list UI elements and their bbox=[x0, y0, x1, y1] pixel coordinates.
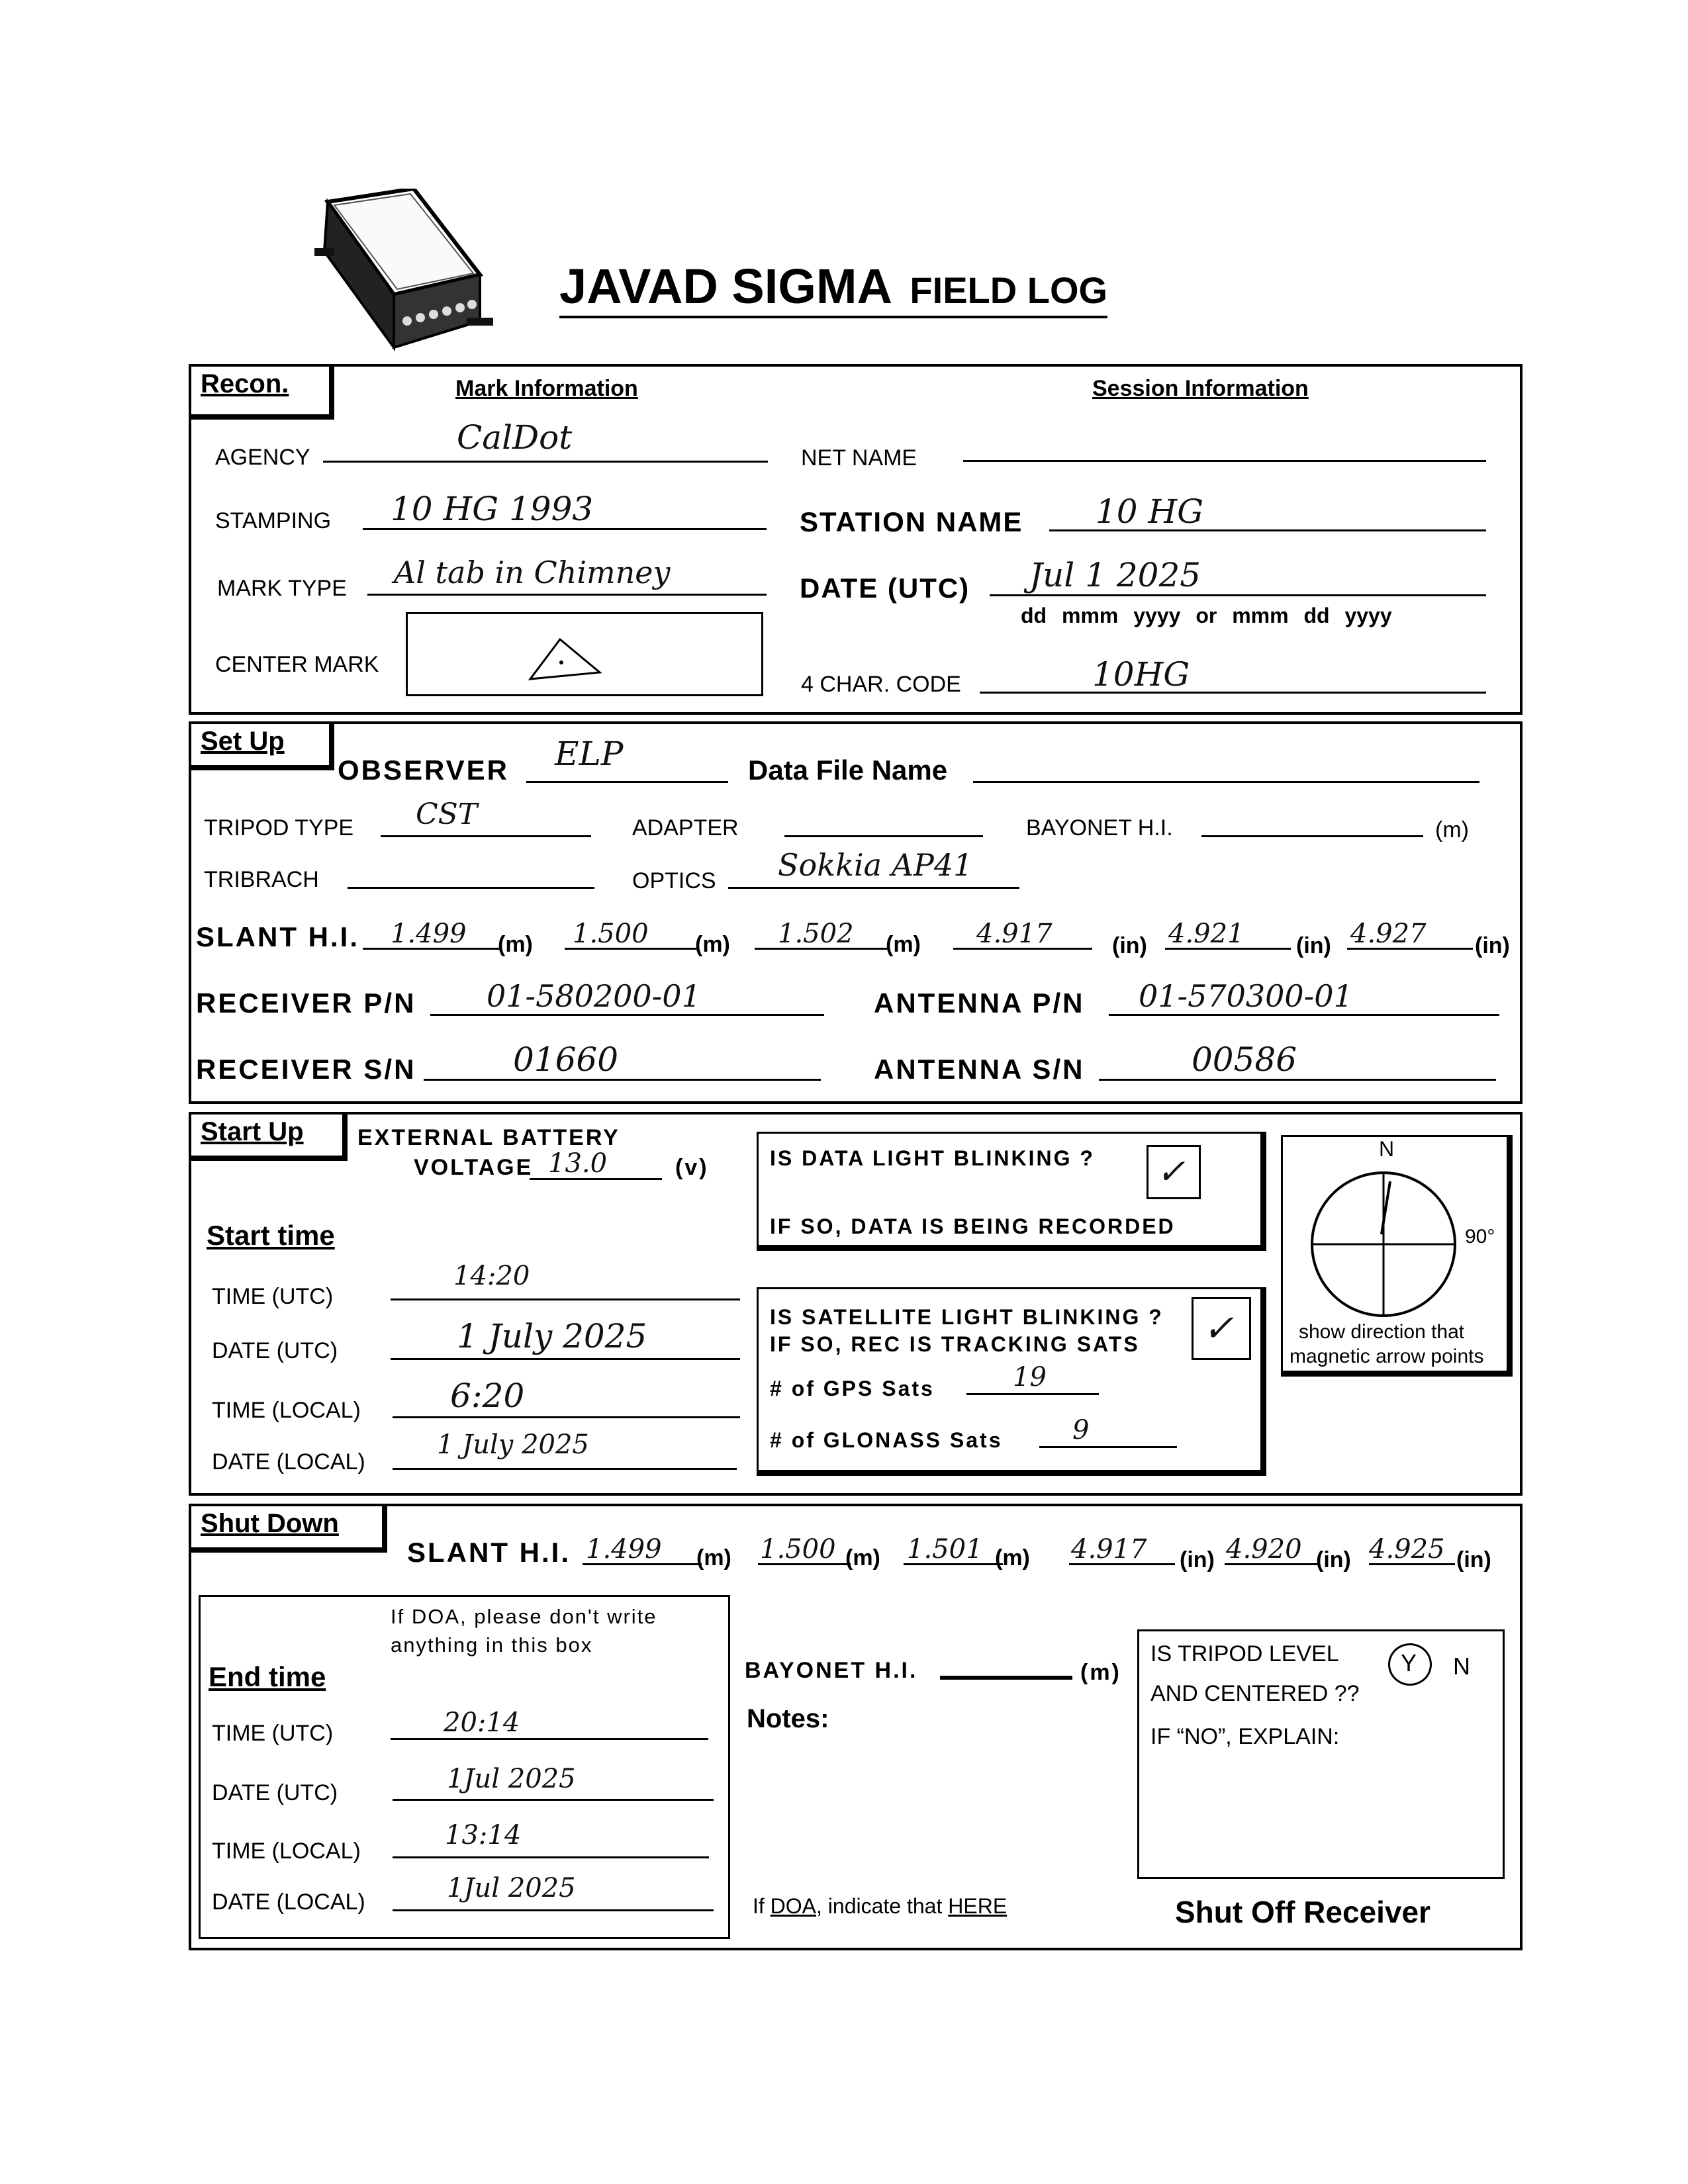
recon-header: Recon. bbox=[191, 367, 334, 420]
slant-value-6[interactable]: 4.927 bbox=[1350, 919, 1427, 949]
gps-sats-value[interactable]: 19 bbox=[1013, 1362, 1047, 1392]
four-char-value[interactable]: 10HG bbox=[1092, 655, 1190, 694]
compass-90-label: 90° bbox=[1465, 1226, 1495, 1248]
title-sub: FIELD LOG bbox=[910, 269, 1108, 311]
glonass-sats-label: # of GLONASS Sats bbox=[770, 1428, 1003, 1452]
tripod-level-line-1: IS TRIPOD LEVEL bbox=[1150, 1641, 1339, 1666]
stamping-line bbox=[363, 528, 767, 530]
tripod-explain: IF “NO”, EXPLAIN: bbox=[1150, 1724, 1340, 1749]
start-time-utc-line bbox=[391, 1298, 740, 1300]
antenna-pn-value[interactable]: 01-570300-01 bbox=[1139, 978, 1353, 1014]
sat-light-checkmark: ✓ bbox=[1203, 1307, 1234, 1350]
sat-light-note: IF SO, REC IS TRACKING SATS bbox=[770, 1332, 1140, 1356]
voltage-value[interactable]: 13.0 bbox=[548, 1148, 608, 1179]
bayonet-line bbox=[1201, 835, 1423, 837]
receiver-pn-line bbox=[430, 1014, 824, 1016]
tripod-explain-area[interactable] bbox=[1150, 1760, 1491, 1866]
end-time-local-value[interactable]: 13:14 bbox=[445, 1820, 522, 1850]
receiver-pn-value[interactable]: 01-580200-01 bbox=[487, 978, 701, 1014]
sd-slant-unit-2: (m) bbox=[845, 1545, 880, 1570]
receiver-pn-label: RECEIVER P/N bbox=[196, 987, 416, 1019]
doa-indicate-line bbox=[753, 1894, 1007, 1919]
doa-indicate-prefix: If bbox=[753, 1894, 771, 1918]
antenna-pn-line bbox=[1109, 1014, 1499, 1016]
data-light-checkbox[interactable] bbox=[1147, 1145, 1201, 1199]
adapter-label: ADAPTER bbox=[632, 815, 739, 841]
notes-area[interactable] bbox=[748, 1737, 1119, 1870]
end-date-local-line bbox=[393, 1909, 714, 1911]
sd-slant-value-2[interactable]: 1.500 bbox=[760, 1534, 836, 1565]
slant-value-1[interactable]: 1.499 bbox=[391, 919, 467, 949]
tripod-type-value[interactable]: CST bbox=[416, 797, 478, 831]
tribrach-line bbox=[348, 887, 594, 889]
agency-line bbox=[323, 461, 768, 463]
date-utc-value[interactable]: Jul 1 2025 bbox=[1029, 556, 1201, 594]
slant-hi-label: SLANT H.I. bbox=[196, 921, 359, 952]
station-name-value[interactable]: 10 HG bbox=[1096, 492, 1204, 531]
antenna-sn-value[interactable]: 00586 bbox=[1192, 1040, 1297, 1079]
end-date-utc-value[interactable]: 1Jul 2025 bbox=[447, 1764, 576, 1794]
data-light-checkmark: ✓ bbox=[1156, 1152, 1186, 1192]
data-light-note: IF SO, DATA IS BEING RECORDED bbox=[770, 1214, 1176, 1238]
slant-value-2[interactable]: 1.500 bbox=[573, 919, 649, 949]
stamping-value[interactable]: 10 HG 1993 bbox=[391, 490, 594, 528]
sd-slant-unit-4: (in) bbox=[1180, 1547, 1215, 1572]
start-date-local-value[interactable]: 1 July 2025 bbox=[437, 1430, 589, 1460]
title-main: JAVAD SIGMA bbox=[559, 259, 892, 314]
data-file-label: Data File Name bbox=[748, 754, 948, 786]
date-utc-line bbox=[990, 594, 1486, 596]
mark-info-heading: Mark Information bbox=[455, 376, 638, 401]
data-light-question: IS DATA LIGHT BLINKING ? bbox=[770, 1146, 1095, 1170]
data-file-line bbox=[973, 781, 1479, 783]
optics-value[interactable]: Sokkia AP41 bbox=[778, 847, 973, 883]
setup-header: Set Up bbox=[191, 724, 334, 770]
shutdown-slant-label: SLANT H.I. bbox=[407, 1537, 571, 1568]
receiver-sn-line bbox=[424, 1079, 821, 1081]
end-time-utc-label: TIME (UTC) bbox=[212, 1721, 334, 1746]
gps-sats-label: # of GPS Sats bbox=[770, 1377, 935, 1400]
compass-caption-2: magnetic arrow points bbox=[1289, 1345, 1484, 1367]
compass-diagram[interactable] bbox=[1307, 1168, 1460, 1320]
ext-battery-label: EXTERNAL BATTERY bbox=[357, 1125, 620, 1150]
voltage-unit: (v) bbox=[675, 1155, 709, 1180]
sd-slant-value-1[interactable]: 1.499 bbox=[586, 1534, 662, 1565]
start-date-utc-value[interactable]: 1 July 2025 bbox=[457, 1317, 647, 1355]
slant-unit-6: (in) bbox=[1475, 933, 1510, 958]
no-option[interactable]: N bbox=[1453, 1653, 1470, 1680]
start-time-utc-value[interactable]: 14:20 bbox=[453, 1261, 530, 1291]
session-info-heading: Session Information bbox=[1092, 376, 1309, 401]
end-date-utc-line bbox=[393, 1799, 714, 1801]
gps-sats-line bbox=[966, 1393, 1099, 1395]
slant-value-5[interactable]: 4.921 bbox=[1168, 919, 1244, 949]
center-mark-triangle-sketch bbox=[520, 633, 606, 686]
yes-option[interactable]: Y bbox=[1401, 1649, 1417, 1676]
shutdown-header: Shut Down bbox=[191, 1506, 387, 1553]
doa-note-line-2: anything in this box bbox=[391, 1633, 593, 1657]
optics-line bbox=[728, 887, 1019, 889]
station-name-label: STATION NAME bbox=[800, 506, 1023, 537]
four-char-label: 4 CHAR. CODE bbox=[801, 672, 961, 697]
slant-value-4[interactable]: 4.917 bbox=[976, 919, 1053, 949]
net-name-label: NET NAME bbox=[801, 445, 917, 471]
antenna-pn-label: ANTENNA P/N bbox=[874, 987, 1085, 1019]
slant-value-3[interactable]: 1.502 bbox=[778, 919, 854, 949]
sd-slant-unit-5: (in) bbox=[1316, 1547, 1351, 1572]
tripod-type-line bbox=[381, 835, 591, 837]
end-date-utc-label: DATE (UTC) bbox=[212, 1780, 338, 1805]
start-time-utc-label: TIME (UTC) bbox=[212, 1284, 334, 1309]
sd-bayonet-unit: (m) bbox=[1080, 1660, 1121, 1685]
compass-caption-1: show direction that bbox=[1299, 1321, 1465, 1343]
slant-unit-3: (m) bbox=[886, 932, 921, 957]
bayonet-unit: (m) bbox=[1435, 817, 1469, 842]
notes-label: Notes: bbox=[747, 1704, 829, 1733]
end-time-local-label: TIME (LOCAL) bbox=[212, 1839, 361, 1864]
observer-label: OBSERVER bbox=[338, 754, 509, 786]
receiver-sn-label: RECEIVER S/N bbox=[196, 1054, 416, 1085]
observer-line bbox=[526, 781, 728, 783]
sd-slant-value-3[interactable]: 1.501 bbox=[907, 1534, 983, 1565]
agency-label: AGENCY bbox=[215, 445, 310, 470]
doa-indicate-doa: DOA bbox=[770, 1894, 817, 1918]
date-format-hint: dd mmm yyyy or mmm dd yyyy bbox=[1021, 604, 1392, 627]
sd-slant-unit-6: (in) bbox=[1456, 1547, 1491, 1572]
start-time-local-line bbox=[393, 1416, 740, 1418]
receiver-device-image bbox=[314, 189, 500, 354]
doa-here-link[interactable]: HERE bbox=[948, 1894, 1008, 1918]
center-mark-box[interactable] bbox=[406, 612, 763, 696]
adapter-line bbox=[784, 835, 983, 837]
glonass-sats-line bbox=[1039, 1446, 1177, 1448]
date-utc-label: DATE (UTC) bbox=[800, 572, 970, 604]
end-time-heading: End time bbox=[209, 1661, 326, 1692]
doa-indicate-mid: , indicate that bbox=[816, 1894, 949, 1918]
sat-light-checkbox[interactable] bbox=[1192, 1297, 1251, 1360]
doa-note-line-1: If DOA, please don't write bbox=[391, 1605, 657, 1628]
start-date-utc-line bbox=[391, 1358, 740, 1360]
start-date-utc-label: DATE (UTC) bbox=[212, 1338, 338, 1363]
shut-off-receiver: Shut Off Receiver bbox=[1175, 1895, 1430, 1929]
antenna-sn-line bbox=[1099, 1079, 1496, 1081]
net-name-line bbox=[963, 460, 1486, 462]
tribrach-label: TRIBRACH bbox=[204, 867, 319, 892]
end-date-local-label: DATE (LOCAL) bbox=[212, 1889, 365, 1915]
antenna-sn-label: ANTENNA S/N bbox=[874, 1054, 1085, 1085]
observer-value[interactable]: ELP bbox=[555, 735, 624, 773]
tripod-level-line-2: AND CENTERED ?? bbox=[1150, 1681, 1360, 1706]
sd-bayonet-label: BAYONET H.I. bbox=[745, 1658, 918, 1683]
slant-unit-5: (in) bbox=[1296, 933, 1331, 958]
end-date-local-value[interactable]: 1Jul 2025 bbox=[447, 1873, 576, 1903]
end-time-utc-value[interactable]: 20:14 bbox=[444, 1707, 520, 1738]
center-mark-label: CENTER MARK bbox=[215, 652, 379, 677]
start-date-local-line bbox=[393, 1468, 737, 1470]
tripod-type-label: TRIPOD TYPE bbox=[204, 815, 354, 841]
stamping-label: STAMPING bbox=[215, 508, 332, 533]
sd-slant-unit-1: (m) bbox=[696, 1545, 731, 1570]
mark-type-value[interactable]: Al tab in Chimney bbox=[394, 555, 671, 590]
bayonet-label: BAYONET H.I. bbox=[1026, 815, 1173, 841]
start-time-heading: Start time bbox=[207, 1220, 335, 1251]
mark-type-line bbox=[367, 594, 767, 596]
start-date-local-label: DATE (LOCAL) bbox=[212, 1449, 365, 1475]
end-time-utc-line bbox=[391, 1738, 708, 1740]
startup-header: Start Up bbox=[191, 1115, 348, 1161]
recon-section bbox=[189, 364, 1523, 715]
optics-label: OPTICS bbox=[632, 868, 716, 893]
sd-slant-value-4[interactable]: 4.917 bbox=[1071, 1534, 1147, 1565]
compass-north-label: N bbox=[1379, 1137, 1395, 1161]
receiver-sn-value[interactable]: 01660 bbox=[513, 1040, 619, 1079]
sd-slant-value-5[interactable]: 4.920 bbox=[1226, 1534, 1302, 1565]
slant-unit-1: (m) bbox=[498, 932, 533, 957]
slant-unit-4: (in) bbox=[1112, 933, 1147, 958]
four-char-line bbox=[980, 692, 1486, 694]
agency-value[interactable]: CalDot bbox=[457, 418, 573, 457]
form-title bbox=[559, 258, 1107, 318]
start-time-local-value[interactable]: 6:20 bbox=[450, 1377, 525, 1415]
mark-type-label: MARK TYPE bbox=[217, 576, 347, 601]
sd-slant-unit-3: (m) bbox=[995, 1545, 1030, 1570]
sd-bayonet-line[interactable] bbox=[940, 1676, 1072, 1680]
start-time-local-label: TIME (LOCAL) bbox=[212, 1398, 361, 1423]
slant-unit-2: (m) bbox=[695, 932, 730, 957]
voltage-label: VOLTAGE bbox=[414, 1155, 534, 1180]
sat-light-question: IS SATELLITE LIGHT BLINKING ? bbox=[770, 1305, 1164, 1329]
sd-slant-value-6[interactable]: 4.925 bbox=[1369, 1534, 1445, 1565]
glonass-sats-value[interactable]: 9 bbox=[1072, 1415, 1090, 1445]
end-time-local-line bbox=[393, 1856, 709, 1858]
